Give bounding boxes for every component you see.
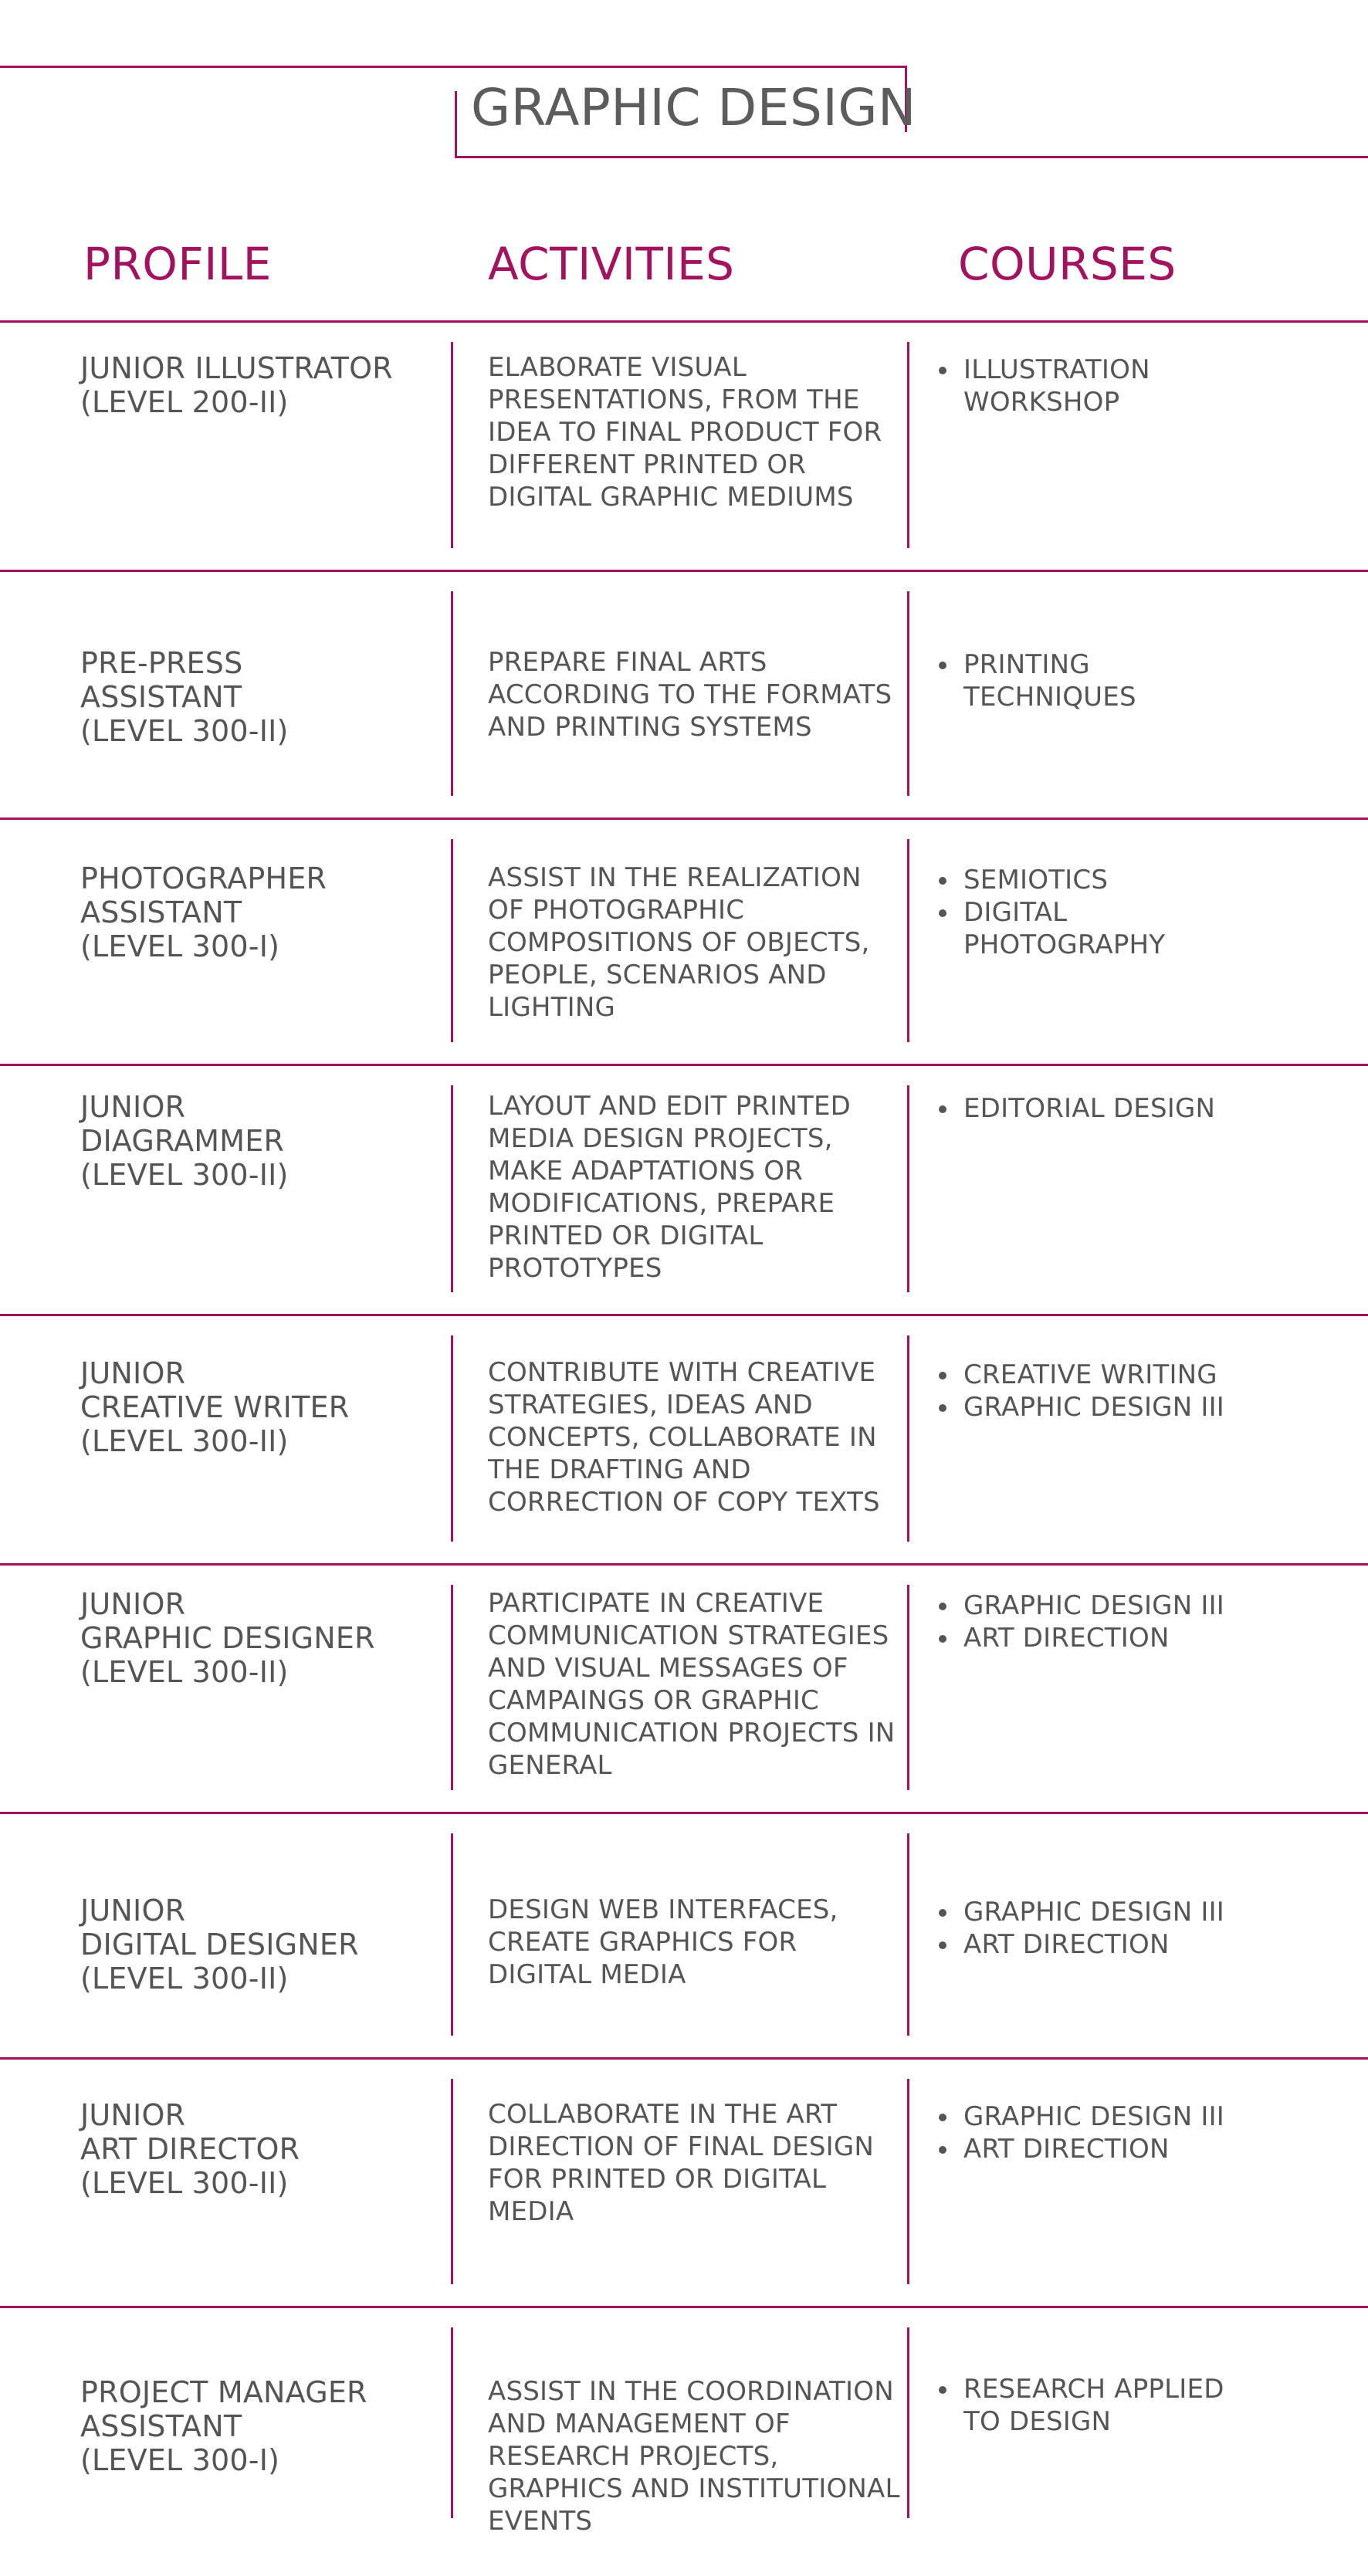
courses-list [939, 1092, 1263, 1125]
course-item: ART DIRECTION [939, 2133, 1263, 2165]
courses-list [939, 2100, 1263, 2165]
column-divider-line [451, 1833, 453, 2036]
row-separator-line [0, 1812, 1368, 1814]
column-divider-line [907, 342, 909, 548]
profile-cell: JUNIOR ART DIRECTOR (LEVEL 300-II) [80, 2098, 300, 2200]
courses-list [939, 864, 1263, 961]
activity-cell: ASSIST IN THE REALIZATION OF PHOTOGRAPHIC COMPOSITIONS OF OBJECTS, PEOPLE, SCENARIOS AND LIGHTING [488, 862, 870, 1023]
profile-cell: JUNIOR ILLUSTRATOR (LEVEL 200-II) [80, 351, 393, 419]
activity-cell: CONTRIBUTE WITH CREATIVE STRATEGIES, IDEAS AND CONCEPTS, COLLABORATE IN THE DRAFTING AND CORRECTION OF COPY TEXTS [488, 1357, 880, 1518]
courses-list [939, 354, 1263, 418]
profile-cell: JUNIOR DIAGRAMMER (LEVEL 300-II) [80, 1090, 289, 1192]
column-divider-line [451, 839, 453, 1042]
column-header-activities: ACTIVITIES [488, 238, 735, 290]
row-separator-line [0, 2057, 1368, 2060]
column-divider-line [907, 1585, 909, 1790]
row-separator-line [0, 1314, 1368, 1316]
profile-cell: PRE-PRESS ASSISTANT (LEVEL 300-II) [80, 646, 289, 748]
column-divider-line [451, 1585, 453, 1790]
activity-cell: COLLABORATE IN THE ART DIRECTION OF FINAL DESIGN FOR PRINTED OR DIGITAL MEDIA [488, 2099, 875, 2227]
activity-cell: PARTICIPATE IN CREATIVE COMMUNICATION STRATEGIES AND VISUAL MESSAGES OF CAMPAINGS OR GRAPHIC COMMUNICATION PROJECTS IN GENERAL [488, 1588, 896, 1781]
column-divider-line [451, 342, 453, 548]
column-divider-line [451, 1085, 453, 1292]
activity-cell: DESIGN WEB INTERFACES, CREATE GRAPHICS FOR DIGITAL MEDIA [488, 1894, 838, 1990]
activity-cell: LAYOUT AND EDIT PRINTED MEDIA DESIGN PROJECTS, MAKE ADAPTATIONS OR MODIFICATIONS, PREPARE PRINTED OR DIGITAL PROTOTYPES [488, 1091, 852, 1284]
column-divider-line [907, 2327, 909, 2518]
activity-cell: PREPARE FINAL ARTS ACCORDING TO THE FORMATS AND PRINTING SYSTEMS [488, 647, 892, 743]
column-divider-line [907, 1335, 909, 1542]
header-separator-line [0, 320, 1368, 323]
course-item: GRAPHIC DESIGN III [939, 1391, 1263, 1423]
row-separator-line [0, 2306, 1368, 2308]
course-item: DIGITAL PHOTOGRAPHY [939, 896, 1263, 961]
column-divider-line [907, 2079, 909, 2284]
courses-list [939, 2373, 1263, 2438]
column-divider-line [907, 591, 909, 796]
title-frame-top-line [0, 66, 907, 68]
row-separator-line [0, 1064, 1368, 1066]
column-divider-line [451, 2327, 453, 2518]
column-divider-line [907, 1085, 909, 1292]
column-divider-line [451, 2079, 453, 2284]
courses-list [939, 1589, 1263, 1654]
column-header-profile: PROFILE [83, 238, 272, 290]
course-item: EDITORIAL DESIGN [939, 1092, 1263, 1125]
column-divider-line [907, 839, 909, 1042]
column-divider-line [907, 1833, 909, 2036]
row-separator-line [0, 817, 1368, 820]
activity-cell: ASSIST IN THE COORDINATION AND MANAGEMENT OF RESEARCH PROJECTS, GRAPHICS AND INSTITUTIONAL EVENTS [488, 2376, 900, 2537]
row-separator-line [0, 1563, 1368, 1566]
row-separator-line [0, 570, 1368, 572]
course-item: SEMIOTICS [939, 864, 1263, 896]
course-item: PRINTING TECHNIQUES [939, 648, 1263, 713]
profile-cell: PHOTOGRAPHER ASSISTANT (LEVEL 300-I) [80, 861, 327, 963]
title-frame-bottom-line [455, 156, 1368, 158]
profile-cell: JUNIOR CREATIVE WRITER (LEVEL 300-II) [80, 1356, 350, 1458]
title-frame-left-line [455, 91, 457, 157]
activity-cell: ELABORATE VISUAL PRESENTATIONS, FROM THE IDEA TO FINAL PRODUCT FOR DIFFERENT PRINTED OR DIGITAL GRAPHIC MEDIUMS [488, 352, 882, 513]
course-item: GRAPHIC DESIGN III [939, 1589, 1263, 1622]
courses-list [939, 1896, 1263, 1961]
course-item: GRAPHIC DESIGN III [939, 1896, 1263, 1928]
column-divider-line [451, 591, 453, 796]
column-header-courses: COURSES [958, 238, 1177, 290]
course-item: GRAPHIC DESIGN III [939, 2100, 1263, 2133]
course-item: ART DIRECTION [939, 1928, 1263, 1961]
page-title: GRAPHIC DESIGN [471, 78, 916, 137]
courses-list [939, 648, 1263, 713]
course-item: ILLUSTRATION WORKSHOP [939, 354, 1263, 418]
course-item: ART DIRECTION [939, 1622, 1263, 1654]
column-divider-line [451, 1335, 453, 1542]
profile-cell: JUNIOR GRAPHIC DESIGNER (LEVEL 300-II) [80, 1587, 375, 1689]
course-item: CREATIVE WRITING [939, 1359, 1263, 1391]
course-item: RESEARCH APPLIED TO DESIGN [939, 2373, 1263, 2438]
profile-cell: PROJECT MANAGER ASSISTANT (LEVEL 300-I) [80, 2375, 367, 2477]
courses-list [939, 1359, 1263, 1423]
profile-cell: JUNIOR DIGITAL DESIGNER (LEVEL 300-II) [80, 1894, 359, 1995]
